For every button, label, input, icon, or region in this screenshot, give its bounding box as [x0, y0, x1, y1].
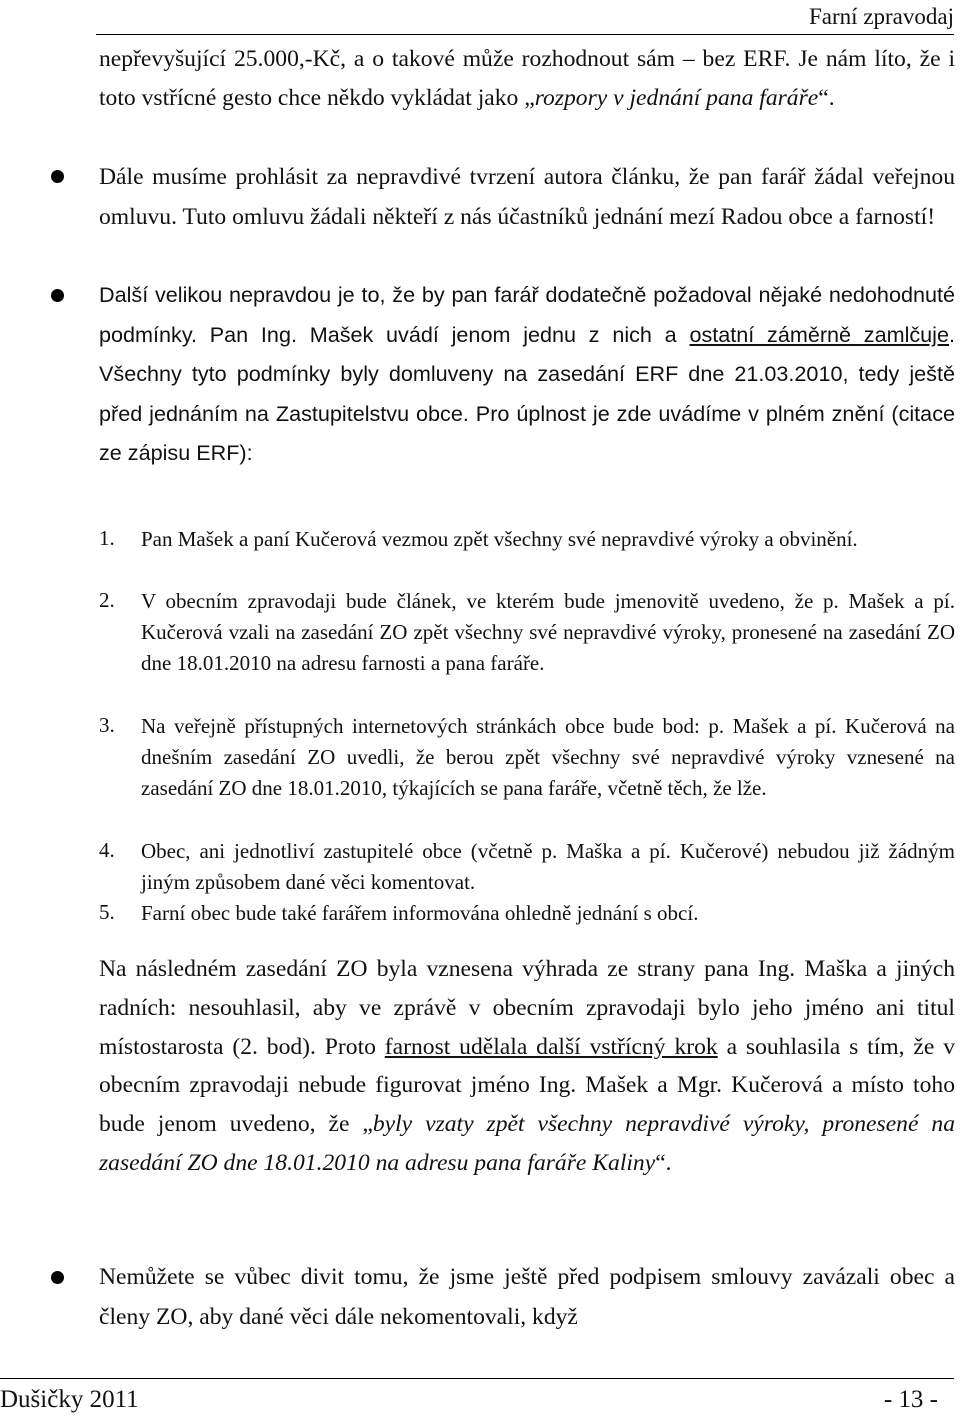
intro-line2-a: Je nám líto, že i toto vstřícné gesto chce někdo vykládat jako „	[99, 46, 956, 111]
paragraph-text-a: Na následném zasedání ZO byla vznesena výhrada ze strany pana Ing. Maška a jiných radních: nesouhlasil, aby ve zprávě v obecním zpravodaji bylo jeho jméno ani titul místostarosta (2. bod). Proto	[99, 956, 955, 1060]
bullet-icon	[51, 170, 64, 183]
bullet-paragraph-2	[99, 275, 955, 473]
footer-rule	[0, 1378, 954, 1379]
bullet2-text-b: . Všechny tyto podmínky byly domluveny na zasedání ERF dne 21.03.2010, tedy ještě před jednáním na Zastupitelstvu obce. Pro úplnost je zde uvádíme v plném znění (citace ze zápisu ERF):	[99, 321, 955, 465]
paragraph-text-c: “.	[655, 1149, 672, 1176]
intro-line2-italic: rozpory v jednání pana faráře	[534, 85, 819, 111]
intro-paragraph	[99, 40, 955, 118]
intro-line1: nepřevyšující 25.000,-Kč, a o takové může rozhodnout sám – bez ERF.	[99, 46, 791, 72]
list-item-number: 2.	[99, 588, 115, 612]
bullet1-text-b: Tuto omluvu žádali někteří z nás účastníků jednání mezí Radou obce a farností!	[182, 204, 936, 230]
list-item-text: Farní obec bude také farářem informována ohledně jednání s obcí.	[141, 901, 699, 925]
list-item-text: Na veřejně přístupných internetových stránkách obce bude bod: p. Mašek a pí. Kučerová na dnešním zasedání ZO uvedli, že berou zpět všechny své nepravdivé výroky vznesené na zasedání ZO dne 18.01.2010, týkajících se pana faráře, včetně těch, že lže.	[141, 714, 955, 800]
list-item-number: 4.	[99, 838, 115, 862]
paragraph-text-underlined: farnost udělala další vstřícný krok	[384, 1033, 718, 1060]
bullet-icon	[51, 289, 64, 302]
bullet-paragraph-1	[99, 157, 955, 237]
paragraph-text-italic: byly vzaty zpět všechny nepravdivé výroky, pronesené na zasedání ZO dne 18.01.2010 na adresu pana faráře Kaliny	[99, 1111, 955, 1176]
footer-page-number: - 13 -	[883, 1386, 938, 1413]
bullet2-text-underlined: ostatní záměrně zamlčuje	[689, 321, 949, 347]
bullet2-text-a: Další velikou nepravdou je to, že by pan farář dodatečně požadoval nějaké nedohodnuté podmínky. Pan Ing. Mašek uvádí jenom jednu z nich a	[99, 282, 955, 347]
page-header-title: Farní zpravodaj	[809, 4, 954, 29]
bullet-icon	[51, 1271, 64, 1284]
header-rule	[96, 34, 954, 35]
list-item-text: V obecním zpravodaji bude článek, ve kterém bude jmenovitě uvedeno, že p. Mašek a pí. Kučerová vzali na zasedání ZO zpět všechny své nepravdivé výroky, pronesené na zasedání ZO dne 18.01.2010 na adresu farnosti a pana faráře.	[141, 589, 955, 675]
list-item-number: 1.	[99, 526, 115, 550]
list-item-text: Obec, ani jednotliví zastupitelé obce (včetně p. Maška a pí. Kučerové) nebudou již žádným jiným způsobem dané věci komentovat.	[141, 839, 955, 894]
main-paragraph	[99, 950, 955, 1183]
list-item-number: 5.	[99, 900, 115, 924]
list-item-number: 3.	[99, 713, 115, 737]
bullet-paragraph-3	[99, 1257, 955, 1337]
intro-line2-b: “.	[818, 85, 835, 111]
paragraph-text-b: a souhlasila s tím, že v obecním zpravodaji nebude figurovat jméno Ing. Mašek a Mgr. Kučerová a místo toho bude jenom uvedeno, že „	[99, 1033, 955, 1138]
footer-publication: Dušičky 2011	[0, 1386, 139, 1413]
bullet1-text-a: Dále musíme prohlásit za nepravdivé tvrzení autora článku, že pan farář žádal veřejnou omluvu.	[99, 164, 955, 230]
list-item-text: Pan Mašek a paní Kučerová vezmou zpět všechny své nepravdivé výroky a obvinění.	[141, 527, 858, 551]
bullet3-text: Nemůžete se vůbec divit tomu, že jsme ještě před podpisem smlouvy zavázali obec a členy ZO, aby dané věci dále nekomentovali, když	[99, 1264, 955, 1330]
